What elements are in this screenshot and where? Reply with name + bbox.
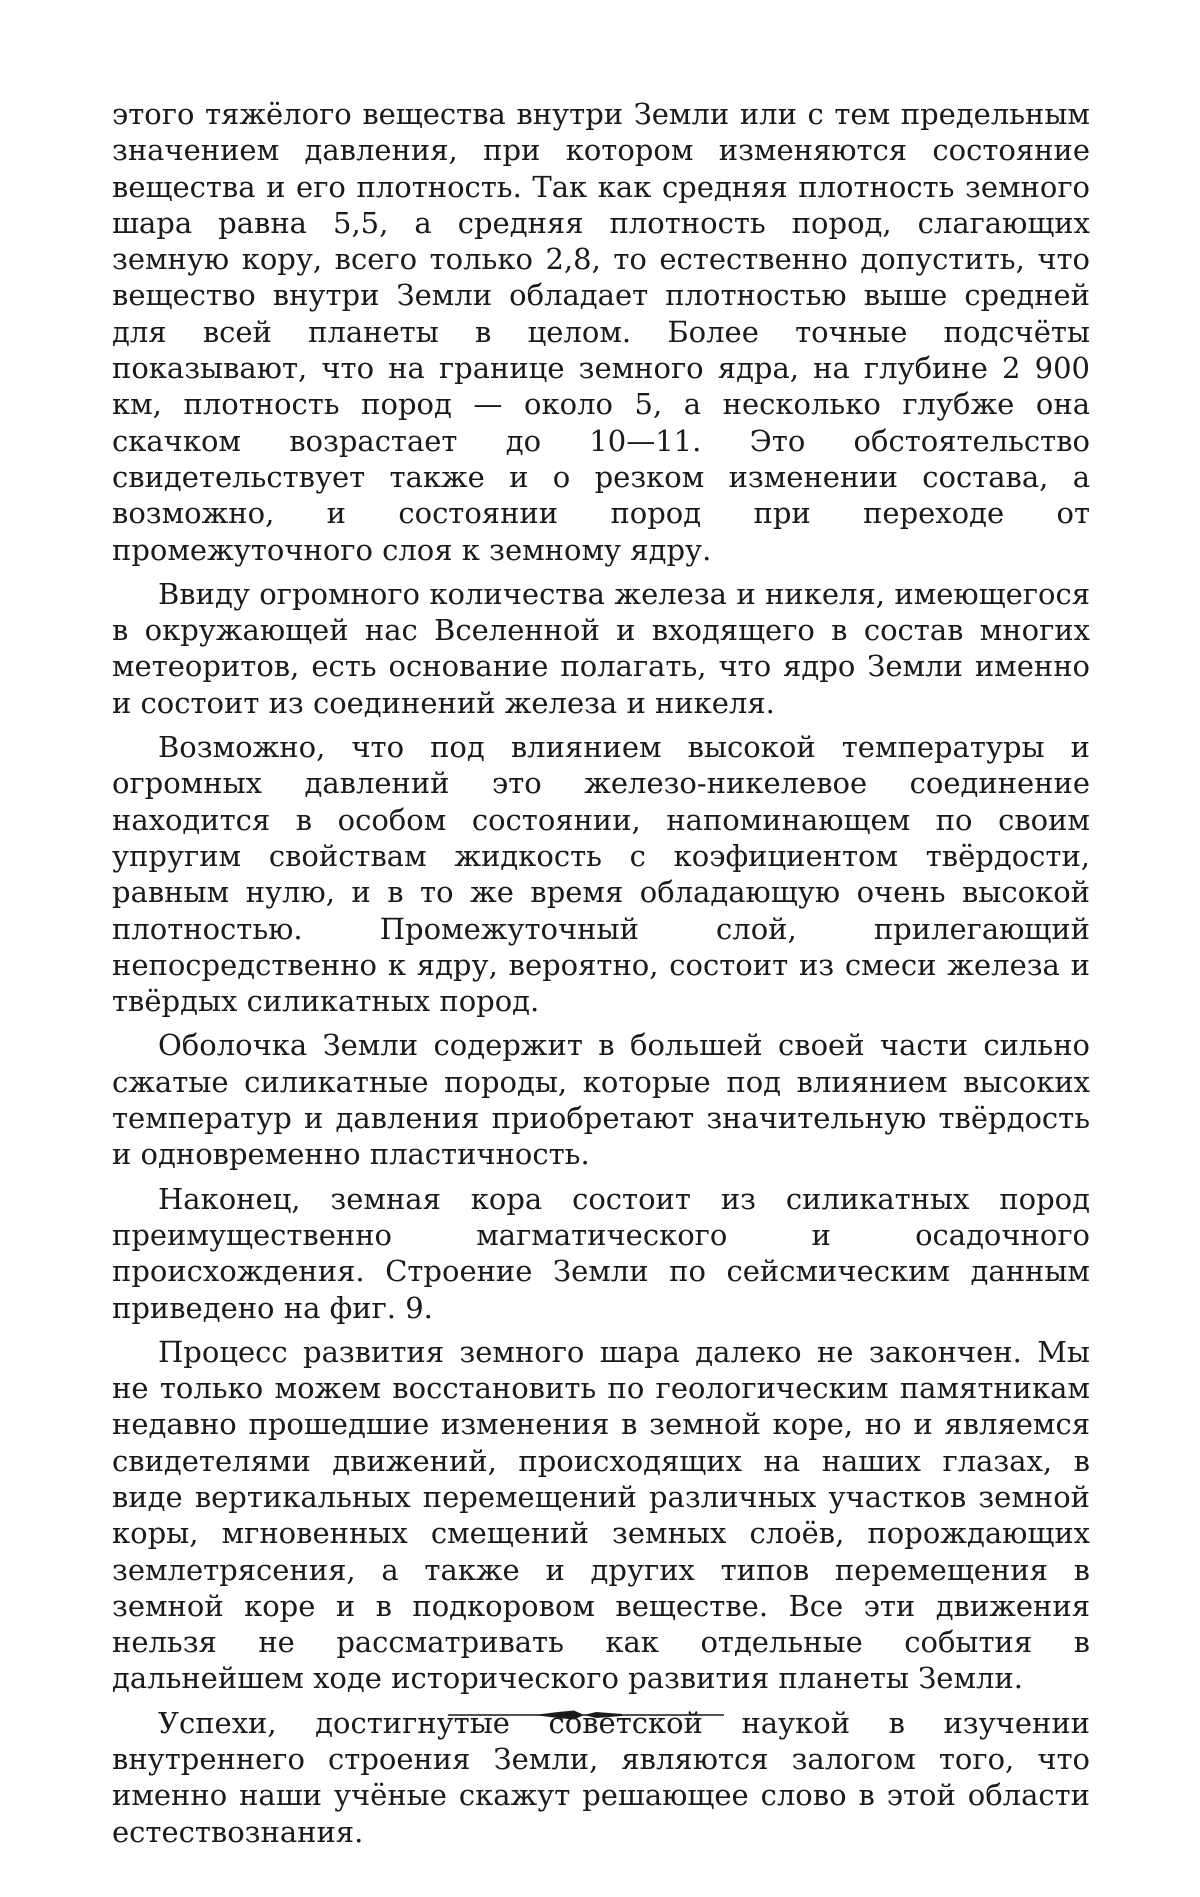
- paragraph-1: этого тяжёлого вещества внутри Земли или с тем предельным значением давления, при котором изменяются состояние вещества и его плотность. Так как средняя плотность земного шара равна 5,5, а средняя плотность пород, слагающих земную кору, всего только 2,8, то естественно допустить, что вещество внутри Земли обладает плотностью выше средней для всей планеты в целом. Более точные подсчёты показывают, что на границе земного ядра, на глубине 2 900 км, плотность пород — около 5, а несколько глубже она скачком возрастает до 10—11. Это обстоятельство свидетельствует также и о резком изменении состава, а возможно, и состоянии пород при переходе от промежуточного слоя к земному ядру.: [112, 96, 1090, 568]
- paragraph-6: Процесс развития земного шара далеко не закончен. Мы не только можем восстановить по геологическим памятникам недавно прошедшие изменения в земной коре, но и являемся свидетелями движений, происходящих на наших глазах, в виде вертикальных перемещений различных участков земной коры, мгновенных смещений земных слоёв, порождающих землетрясения, а также и других типов перемещения в земной коре и в подкоровом веществе. Все эти движения нельзя не рассматривать как отдельные события в дальнейшем ходе исторического развития планеты Земли.: [112, 1334, 1090, 1697]
- paragraph-3: Возможно, что под влиянием высокой температуры и огромных давлений это железо-никелевое соединение находится в особом состоянии, напоминающем по своим упругим свойствам жидкость с коэфициентом твёрдости, равным нулю, и в то же время обладающую очень высокой плотностью. Промежуточный слой, прилегающий непосредственно к ядру, вероятно, состоит из смеси железа и твёрдых силикатных пород.: [112, 729, 1090, 1019]
- paragraph-7: Успехи, достигнутые советской наукой в изучении внутреннего строения Земли, являются залогом того, что именно наши учёные скажут решающее слово в этой области естествознания.: [112, 1705, 1090, 1850]
- page-text: [112, 96, 1090, 1858]
- paragraph-2: Ввиду огромного количества железа и никеля, имеющегося в окружающей нас Вселенной и входящего в состав многих метеоритов, есть основание полагать, что ядро Земли именно и состоит из соединений железа и никеля.: [112, 576, 1090, 721]
- end-of-chapter-ornament-icon: [446, 1708, 726, 1722]
- paragraph-5: Наконец, земная кора состоит из силикатных пород преимущественно магматического и осадочного происхождения. Строение Земли по сейсмическим данным приведено на фиг. 9.: [112, 1181, 1090, 1326]
- paragraph-4: Оболочка Земли содержит в большей своей части сильно сжатые силикатные породы, которые под влиянием высоких температур и давления приобретают значительную твёрдость и одновременно пластичность.: [112, 1027, 1090, 1172]
